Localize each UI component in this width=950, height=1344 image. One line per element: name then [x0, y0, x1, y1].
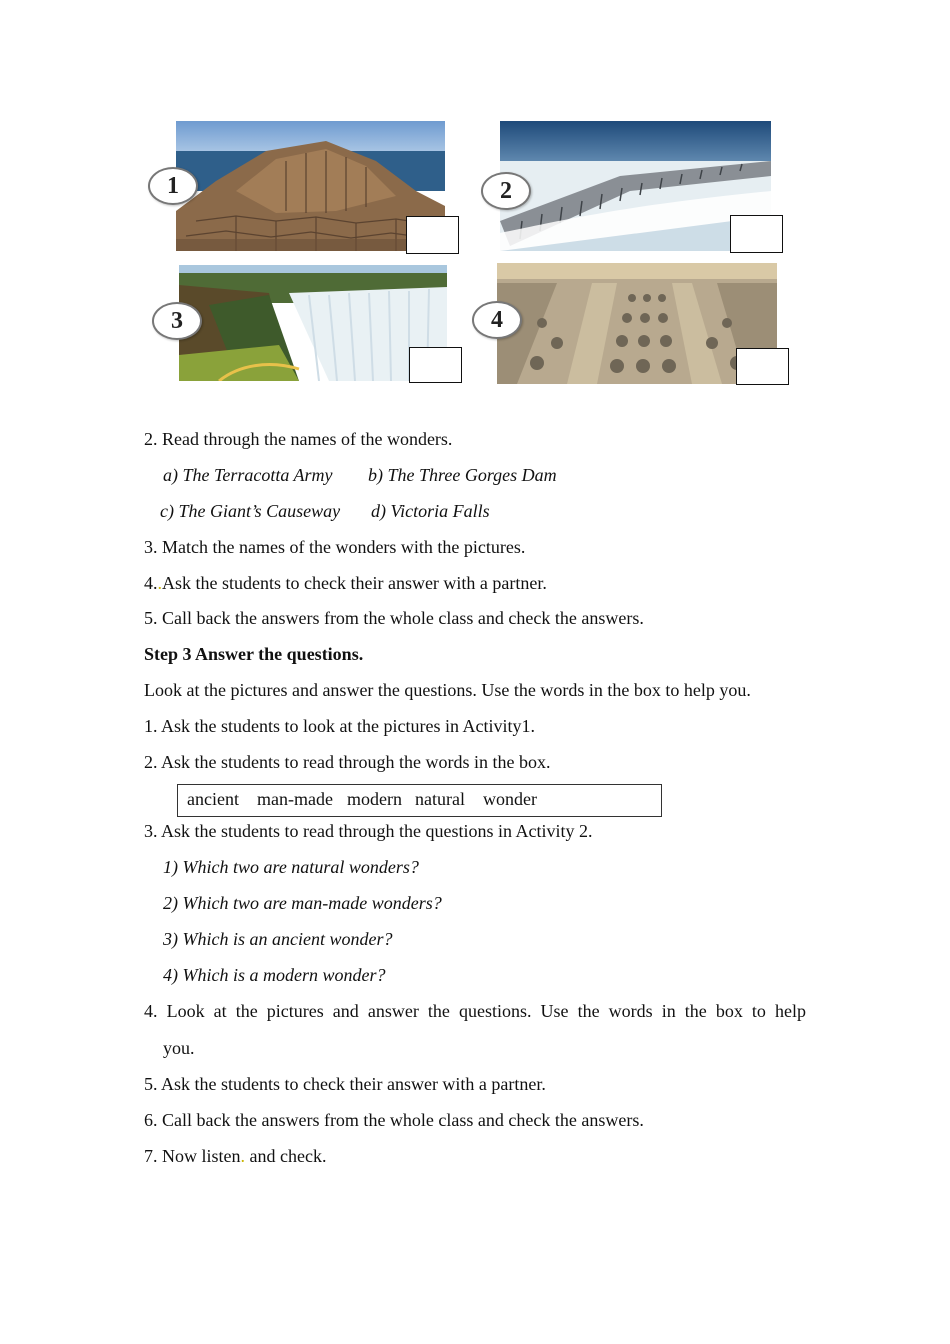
step3-item-2: 2. Ask the students to read through the words in the box.: [144, 752, 551, 772]
word-box: [177, 784, 662, 817]
option-d: d) Victoria Falls: [371, 501, 490, 521]
step2-item-2: 2. Read through the names of the wonders.: [144, 429, 453, 449]
item-text: Ask the students to check their answer with a partner.: [162, 573, 547, 593]
step3-item-4-line1: 4. Look at the pictures and answer the questions. Use the words in the box to help: [144, 1001, 806, 1021]
edit-mark: .: [157, 573, 162, 593]
step3-item-5: 5. Ask the students to check their answer with a partner.: [144, 1074, 546, 1094]
option-c: c) The Giant’s Causeway: [160, 501, 341, 521]
edit-mark: .: [240, 1146, 245, 1166]
step3-heading: Step 3 Answer the questions.: [144, 644, 364, 664]
question-4: 4) Which is a modern wonder?: [163, 965, 386, 985]
step3-item-1: 1. Ask the students to look at the pictures in Activity1.: [144, 716, 535, 736]
word-modern: modern: [347, 789, 402, 809]
word-ancient: ancient: [187, 789, 239, 809]
item-number: 4.: [144, 573, 158, 593]
step2-item-4: [144, 572, 547, 594]
item-text: 7. Now listen: [144, 1146, 241, 1166]
picture-number-badge: 2: [481, 172, 531, 210]
step3-item-6: 6. Call back the answers from the whole class and check the answers.: [144, 1110, 644, 1130]
picture-terracotta-army: [497, 263, 777, 384]
picture-victoria-falls: [179, 265, 447, 381]
word-man-made: man-made: [257, 789, 333, 809]
picture-giants-causeway: [176, 121, 445, 251]
question-2: 2) Which two are man-made wonders?: [163, 893, 442, 913]
step3-item-7: [144, 1145, 326, 1167]
option-a: a) The Terracotta Army: [163, 465, 333, 485]
word-natural: natural: [415, 789, 465, 809]
option-b: b) The Three Gorges Dam: [368, 465, 557, 485]
answer-box[interactable]: [409, 347, 462, 383]
step3-item-3: 3. Ask the students to read through the questions in Activity 2.: [144, 821, 593, 841]
answer-box[interactable]: [730, 215, 783, 253]
picture-number-badge: 4: [472, 301, 522, 339]
step2-item-3: 3. Match the names of the wonders with the pictures.: [144, 537, 526, 557]
question-1: 1) Which two are natural wonders?: [163, 857, 419, 877]
picture-number-badge: 1: [148, 167, 198, 205]
picture-number-badge: 3: [152, 302, 202, 340]
word-wonder: wonder: [483, 789, 537, 809]
step3-item-4-line2: you.: [163, 1038, 195, 1058]
answer-box[interactable]: [406, 216, 459, 254]
item-text-end: and check.: [245, 1146, 327, 1166]
step3-intro: Look at the pictures and answer the questions. Use the words in the box to help you.: [144, 680, 751, 700]
question-3: 3) Which is an ancient wonder?: [163, 929, 393, 949]
answer-box[interactable]: [736, 348, 789, 385]
step2-item-5: 5. Call back the answers from the whole class and check the answers.: [144, 608, 644, 628]
